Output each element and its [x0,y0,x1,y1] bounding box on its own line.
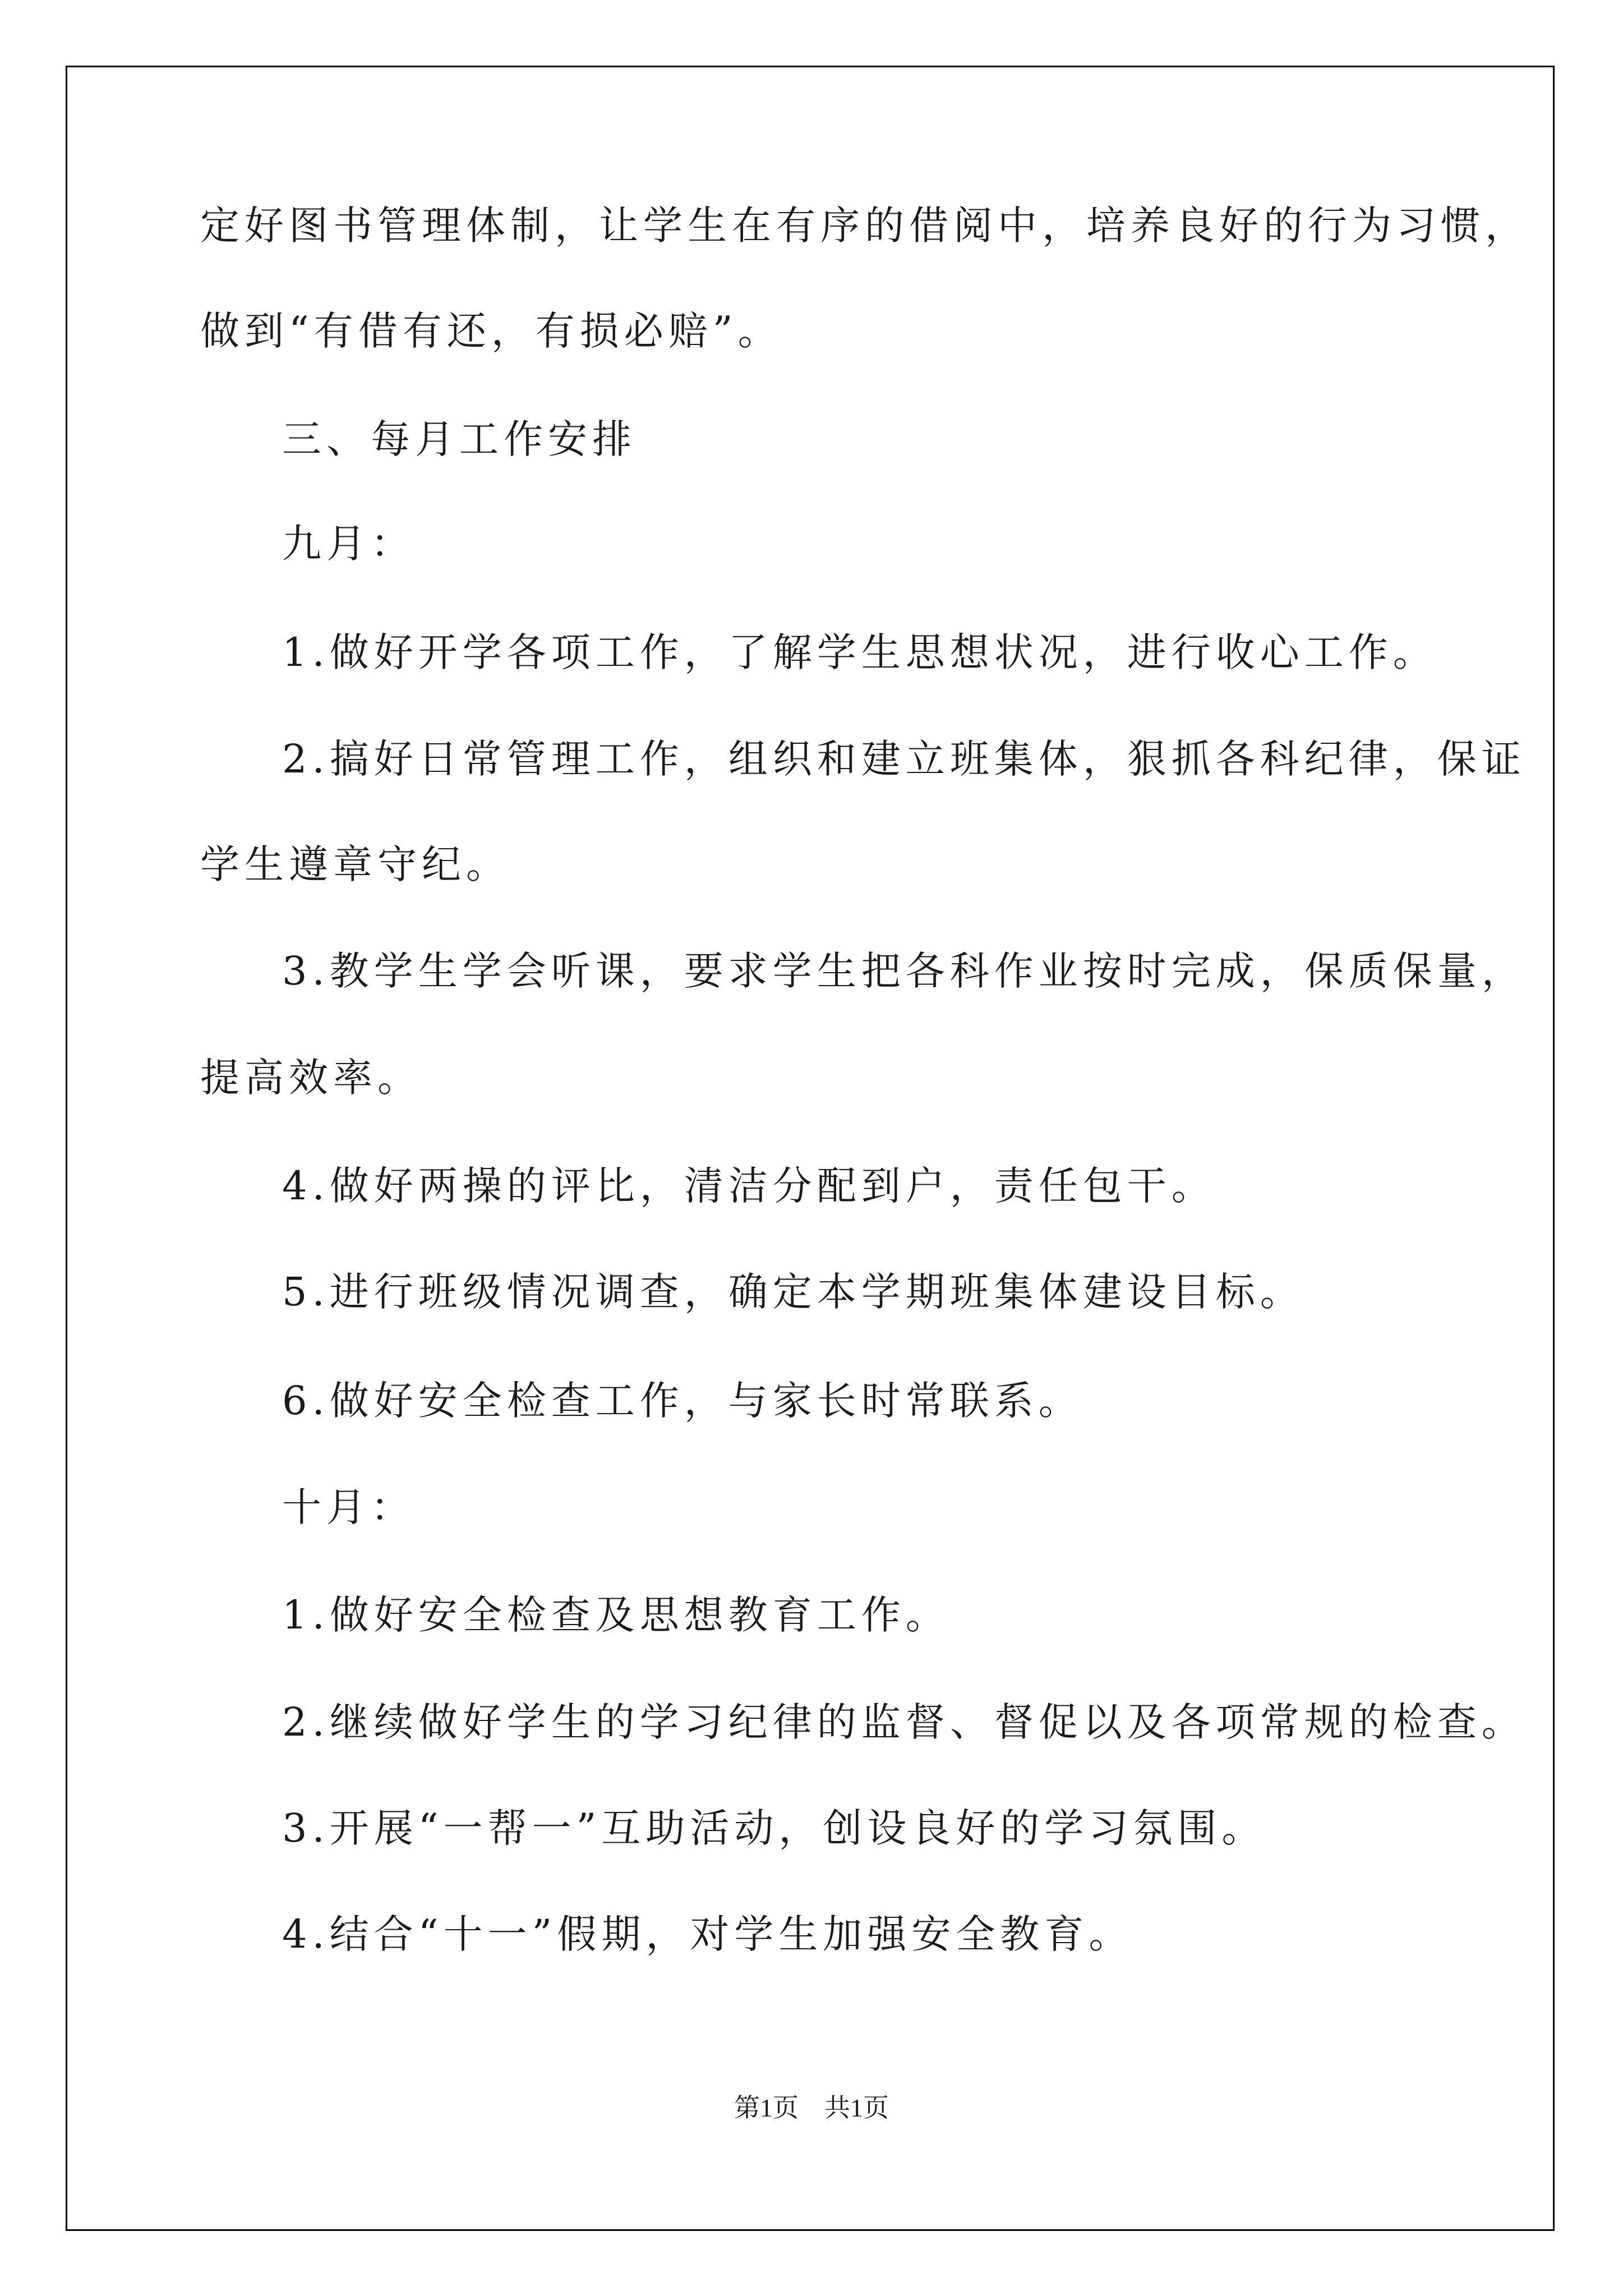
list-item: 3.开展“一帮一”互助活动，创设良好的学习氛围。 [282,1805,1266,1851]
list-item: 6.做好安全检查工作，与家长时常联系。 [282,1378,1083,1424]
list-item: 1.做好安全检查及思想教育工作。 [282,1592,950,1638]
list-item: 3.教学生学会听课，要求学生把各科作业按时完成，保质保量， [282,948,1526,994]
section-heading: 三、每月工作安排 [282,416,637,462]
list-item: 2.搞好日常管理工作，组织和建立班集体，狠抓各科纪律，保证 [282,736,1526,782]
paragraph-line: 做到“有借有还，有损必赔”。 [200,308,782,354]
month-heading: 九月： [282,521,415,567]
list-item-continuation: 学生遵章守纪。 [200,841,510,887]
list-item: 4.结合“十一”假期，对学生加强安全教育。 [282,1911,1133,1957]
page-number-footer: 第1页 共1页 [734,2093,889,2122]
page-border [66,66,1555,2231]
list-item: 5.进行班级情况调查，确定本学期班集体建设目标。 [282,1269,1304,1315]
paragraph-line: 定好图书管理体制，让学生在有序的借阅中，培养良好的行为习惯， [200,203,1529,249]
list-item: 4.做好两操的评比，清洁分配到户，责任包干。 [282,1163,1216,1209]
month-heading: 十月： [282,1484,415,1530]
list-item-continuation: 提高效率。 [200,1055,422,1101]
list-item: 2.继续做好学生的学习纪律的监督、督促以及各项常规的检查。 [282,1699,1526,1745]
list-item: 1.做好开学各项工作，了解学生思想状况，进行收心工作。 [282,629,1437,675]
